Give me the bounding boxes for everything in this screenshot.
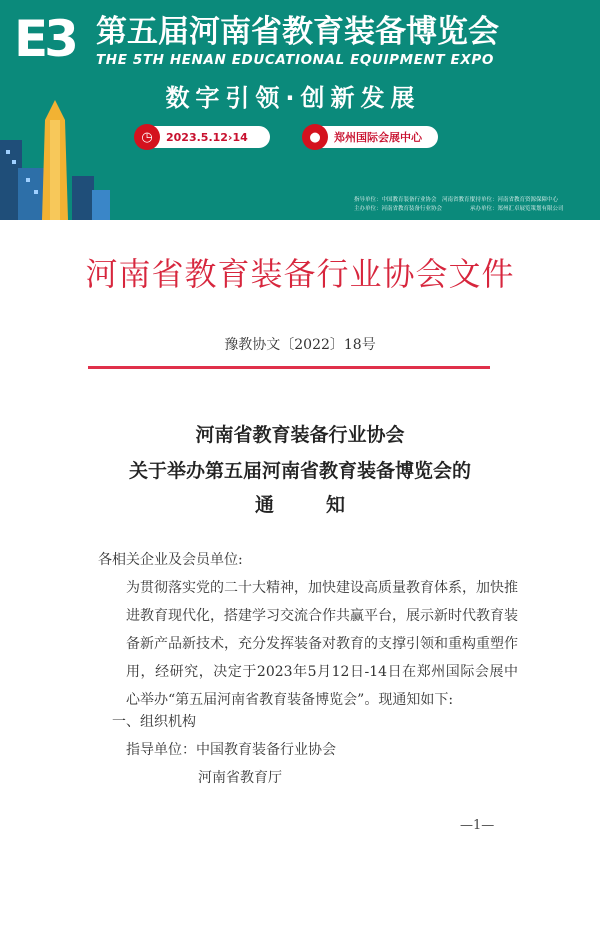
expo-logo: E3 [14, 10, 75, 68]
expo-slogan: 数字引领·创新发展 [165, 84, 421, 112]
page-number: —1— [460, 818, 495, 833]
guide-unit-line: 指导单位：中国教育装备行业协会 [126, 742, 336, 758]
section-heading: 一、组织机构 [112, 714, 196, 730]
document-number: 豫教协文〔2022〕18号 [224, 337, 376, 353]
venue-text: 郑州国际会展中心 [334, 131, 422, 144]
city-skyline-illustration [0, 80, 110, 220]
salutation: 各相关企业及会员单位: [98, 552, 243, 568]
notice-title-line: 通知 [254, 494, 397, 516]
document-header: 河南省教育装备行业协会文件 [85, 255, 515, 293]
credits-left [354, 196, 475, 214]
expo-title-en: THE 5TH HENAN EDUCATIONAL EQUIPMENT EXPO [96, 52, 494, 68]
date-badge [138, 126, 270, 148]
guide-unit-line: 河南省教育厅 [198, 770, 282, 786]
credit-line: 主办单位：河南省教育装备行业协会 [354, 206, 443, 212]
credits-right [470, 196, 564, 214]
date-text: 2023.5.12›14 [166, 130, 248, 144]
notice-paragraph [98, 574, 518, 714]
clock-icon: ◷ [134, 124, 160, 150]
venue-badge [306, 126, 438, 148]
expo-banner [0, 0, 600, 220]
credit-line: 指导单位：中国教育装备行业协会 河南省教育厅 [354, 197, 476, 203]
expo-title-cn: 第五届河南省教育装备博览会 [96, 14, 499, 50]
credit-line: 承办单位：郑州汇卓展览策划有限公司 [470, 206, 564, 212]
location-pin-icon: ● [302, 124, 328, 150]
notice-title-line: 河南省教育装备行业协会 [195, 424, 405, 446]
notice-title-line: 关于举办第五届河南省教育装备博览会的 [128, 460, 471, 482]
credit-line: 支持单位：河南省教育资源保障中心 [470, 197, 559, 203]
paragraph-text: 为贯彻落实党的二十大精神，加快建设高质量教育体系，加快推进教育现代化，搭建学习交流合作共赢平台，展示新时代教育装备新产品新技术，充分发挥装备对教育的支撑引领和重构重塑作用，经研究，决定于2023年5月12日-14日在郑州国际会展中心举办“第五届河南省教育装备博览会”。现通知如下: [126, 580, 518, 708]
red-divider [88, 366, 490, 369]
